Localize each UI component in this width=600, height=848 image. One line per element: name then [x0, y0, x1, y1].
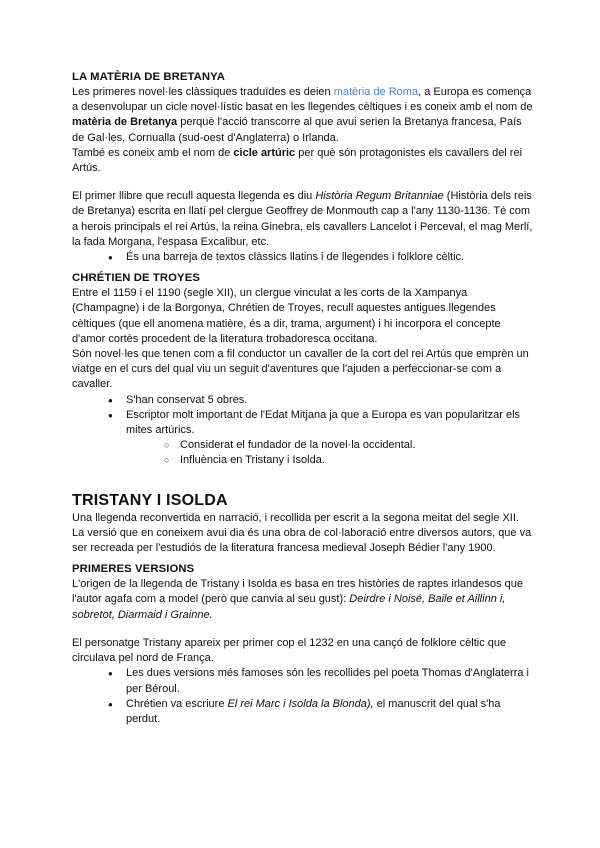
text-run: El primer llibre que recull aquesta llegenda es diu: [72, 190, 316, 203]
text-run: L'origen de la llegenda de Tristany i Isolda es basa en tres històries de raptes irlandesos que l'autor agafa com a model (però que canvia al seu gust):: [72, 578, 523, 606]
list-item: ● Les dues versions més famoses són les recollides pel poeta Thomas d'Anglaterra i per Béroul.: [72, 666, 534, 696]
link-materia-de-roma[interactable]: matèria de Roma: [333, 86, 419, 98]
text-run: Chrétien va escriure: [126, 697, 228, 710]
sub-list-item: ○ Considerat el fundador de la novel·la occidental.: [72, 438, 534, 453]
paragraph-cicle-arturic: [72, 146, 534, 176]
paragraph-chretien-intro: Entre el 1159 i el 1190 (segle XII), un clergue vinculat a les corts de la Xampanya (Champagne) i de la Borgonya, Chrétien de Troyes, recull aquestes antigues llegendes cèltiques (que ell anomena matière, és a dir, trama, argument) i hi incorpora el concepte d'amor cortès procedent de la literatura trobadoresca occitana.: [72, 287, 501, 345]
paragraph-origen-llegenda: [72, 577, 534, 623]
bold-term: cicle artúric: [233, 146, 296, 159]
paragraph-primer-llibre: [72, 189, 534, 250]
text-run: per què són protagonistes els cavallers del rei Artús.: [72, 146, 523, 175]
document-page: [72, 70, 534, 727]
sub-list-item: ○ Influència en Tristany i Isolda.: [72, 453, 534, 468]
heading-materia-bretanya: LA MATÈRIA DE BRETANYA: [72, 71, 226, 83]
text-run: el manuscrit del qual s'ha perdut.: [126, 697, 501, 725]
bullet-list: [72, 250, 534, 265]
bullet-list: [72, 666, 534, 727]
text-run: (Història dels reis de Bretanya) escrita en llatí pel clergue Geoffrey de Monmouth cap a l'any 1130-1136. Té com a herois principals el rei Artús, la reina Ginebra, els cavallers Lancelot i Perceval, el mag Merlí, la fada Morgana, l'espasa Excalibur, etc.: [72, 190, 533, 248]
paragraph-chretien-novelles: Són novel·les que tenen com a fil conductor un cavaller de la cort del rei Artús que emprèn un viatge en el curs del qual viu un seguit d'aventures que l'ajuden a perfeccionar-se com a cavaller.: [72, 348, 529, 391]
heading-chretien-de-troyes: CHRÉTIEN DE TROYES: [72, 272, 200, 285]
heading-primeres-versions: PRIMERES VERSIONS: [72, 563, 195, 576]
list-item: ● Escriptor molt important de l'Edat Mitjana ja que a Europa es van popularitzar els mites artúrics.: [72, 408, 534, 438]
italic-title: Història Regum Britanniae: [315, 190, 444, 203]
text-run: Les primeres novel·les clàssiques traduïdes es deien: [72, 86, 334, 98]
heading-tristany-i-isolda: TRISTANY I ISOLDA: [72, 491, 228, 509]
paragraph-tristany-intro: Una llegenda reconvertida en narració, i recollida per escrit a la segona meitat del segle XII. La versió que en coneixem avui dia és una obra de col·laboració entre diversos autors, que va ser recreada per l'estudiós de la literatura francesa medieval Joseph Bédier l'any 1900.: [72, 511, 532, 555]
list-item: ● S'han conservat 5 obres.: [72, 393, 534, 408]
text-run: , a Europa es comença a desenvolupar un cicle novel·lístic basat en les llegendes cèltiques i es coneix amb el nom de: [72, 86, 533, 114]
bullet-list: [72, 393, 534, 469]
list-item: ● És una barreja de textos clàssics llatins i de llegendes i folklore cèltic.: [72, 250, 534, 265]
text-run: perquè l'acció transcorre al que avui serien la Bretanya francesa, País de Gal·les, Cornualla (sud-oest d'Anglaterra) o Irlanda.: [72, 116, 522, 144]
list-item: [72, 697, 534, 727]
text-run: També es coneix amb el nom de: [72, 146, 234, 159]
bold-term: matèria de Bretanya: [72, 116, 178, 129]
italic-title: El rei Marc i Isolda la Blonda),: [227, 697, 374, 710]
paragraph-materia-intro: [72, 85, 534, 146]
paragraph-personatge-tristany: El personatge Tristany apareix per primer cop el 1232 en una cançó de folklore cèltic que circulava pel nord de França.: [72, 636, 507, 665]
italic-titles: Deirdre i Noisé, Baile et Aillinn i, sobretot, Diarmaid i Grainne.: [72, 593, 506, 621]
